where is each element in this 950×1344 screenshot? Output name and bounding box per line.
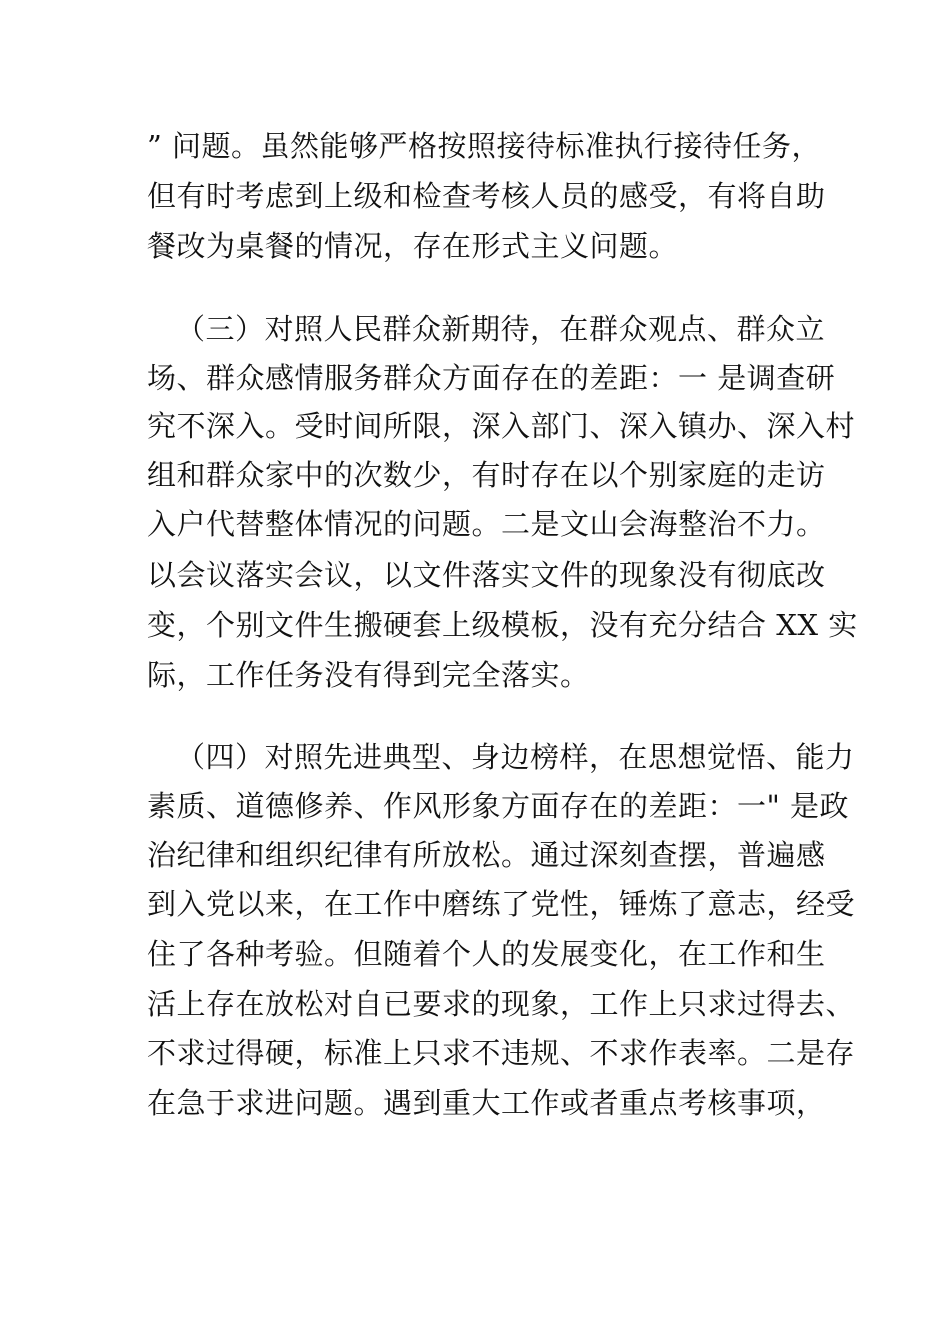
paragraph-2-line-1: （三）对照人民群众新期待，在群众观点、群众立 xyxy=(176,312,826,346)
paragraph-3-line-7: 不求过得硬，标准上只求不违规、不求作表率。二是存 xyxy=(147,1036,856,1070)
paragraph-2-line-2: 场、群众感情服务群众方面存在的差距：一 是调查研 xyxy=(147,361,836,395)
paragraph-3-line-6: 活上存在放松对自已要求的现象，工作上只求过得去、 xyxy=(147,987,856,1021)
paragraph-2-line-6: 以会议落实会议，以文件落实文件的现象没有彻底改 xyxy=(147,558,826,592)
paragraph-2-line-8: 际，工作任务没有得到完全落实。 xyxy=(147,658,590,692)
paragraph-3-line-8: 在急于求进问题。遇到重大工作或者重点考核事项， xyxy=(147,1086,826,1120)
paragraph-3-line-2: 素质、道德修养、作风形象方面存在的差距：一" 是政 xyxy=(147,789,850,823)
paragraph-1-line-2: 但有时考虑到上级和检查考核人员的感受，有将自助 xyxy=(147,179,826,213)
paragraph-3-line-3: 治纪律和组织纪律有所放松。通过深刻查摆，普遍感 xyxy=(147,838,826,872)
paragraph-2-line-4: 组和群众家中的次数少，有时存在以个别家庭的走访 xyxy=(147,458,826,492)
paragraph-2-line-3: 究不深入。受时间所限，深入部门、深入镇办、深入村 xyxy=(147,409,856,443)
paragraph-1-line-3: 餐改为桌餐的情况，存在形式主义问题。 xyxy=(147,229,679,263)
paragraph-2-line-7: 变，个别文件生搬硬套上级模板，没有充分结合 XX 实 xyxy=(147,608,858,642)
paragraph-2-line-5: 入户代替整体情况的问题。二是文山会海整治不力。 xyxy=(147,507,826,541)
paragraph-3-line-4: 到入党以来，在工作中磨练了党性，锤炼了意志，经受 xyxy=(147,887,856,921)
paragraph-3-line-5: 住了各种考验。但随着个人的发展变化，在工作和生 xyxy=(147,937,826,971)
paragraph-3-line-1: （四）对照先进典型、身边榜样，在思想觉悟、能力 xyxy=(176,740,855,774)
paragraph-1-line-1: ” 问题。虽然能够严格按照接待标准执行接待任务， xyxy=(147,129,822,163)
